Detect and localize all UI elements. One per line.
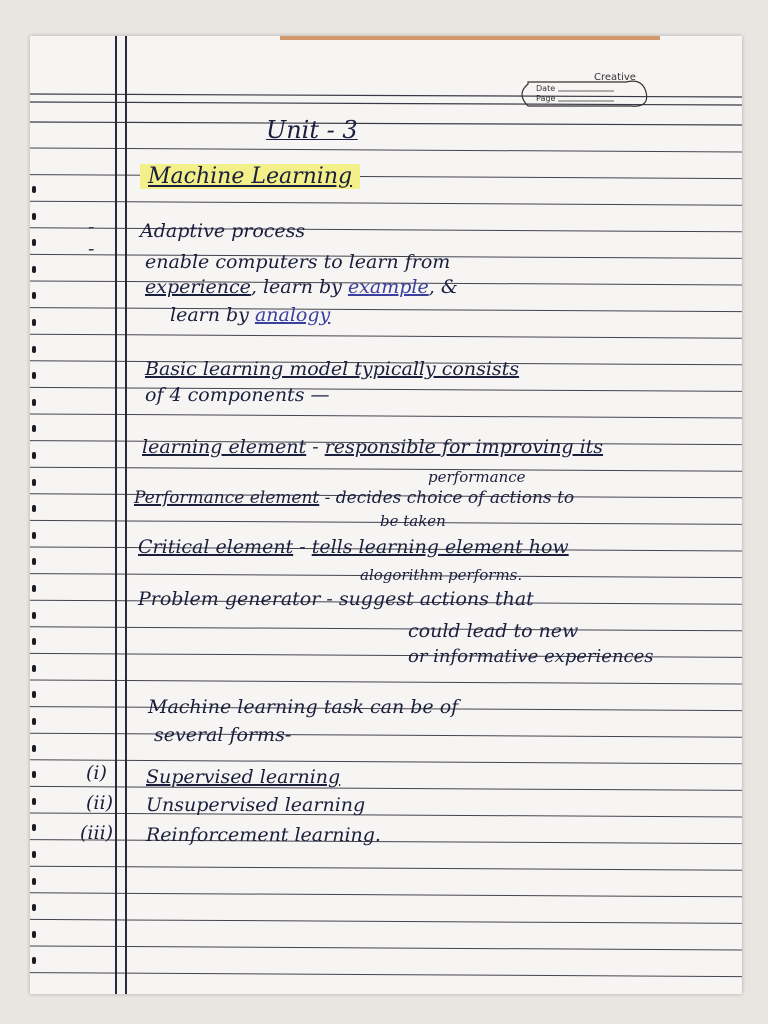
- binding-hole: [32, 319, 36, 326]
- binding-hole: [32, 399, 36, 406]
- component-sep: -: [320, 588, 339, 610]
- component-sep: -: [319, 488, 336, 508]
- margin-line-right: [125, 36, 127, 994]
- component-name: Critical element: [138, 536, 294, 558]
- model-line-1: Basic learning model typically consists: [145, 358, 520, 380]
- model-line-2: of 4 components —: [145, 384, 330, 406]
- task-num-3: (iii): [80, 822, 114, 844]
- binding-hole: [32, 612, 36, 619]
- word-example: example: [347, 276, 429, 298]
- binding-hole: [32, 532, 36, 539]
- rule-line: [30, 973, 742, 977]
- rule-line: [30, 387, 742, 391]
- rule-line: [30, 893, 742, 897]
- page-title: Unit - 3: [266, 116, 358, 144]
- note-line-analogy: [170, 304, 330, 326]
- binding-hole: [32, 691, 36, 698]
- component-learning-element: [142, 436, 603, 458]
- binding-hole: [32, 585, 36, 592]
- rule-line: [30, 760, 742, 764]
- margin-line-left: [115, 36, 117, 994]
- tasks-line-2: several forms-: [154, 724, 292, 746]
- binding-hole: [32, 851, 36, 858]
- task-unsupervised: Unsupervised learning: [146, 794, 366, 816]
- rule-line: [30, 733, 742, 737]
- rule-line: [30, 414, 742, 418]
- component-desc: responsible for improving its: [324, 436, 604, 458]
- note-line-experience: [145, 276, 458, 298]
- binding-hole: [32, 292, 36, 299]
- component-performance-desc-2: be taken: [380, 512, 446, 530]
- stamp-brand: Creative: [594, 72, 636, 83]
- component-desc: tells learning element how: [311, 536, 569, 558]
- word-analogy: analogy: [254, 304, 331, 326]
- task-supervised: Supervised learning: [146, 766, 341, 788]
- rule-line: [30, 840, 742, 844]
- binding-hole: [32, 878, 36, 885]
- binding-hole: [32, 771, 36, 778]
- rule-line: [30, 228, 742, 232]
- binding-hole: [32, 798, 36, 805]
- word-experience: experience: [145, 276, 251, 298]
- text-learn-by: , learn by: [250, 276, 348, 298]
- binding-hole: [32, 558, 36, 565]
- binding-hole: [32, 186, 36, 193]
- rule-line: [30, 201, 742, 205]
- rule-line: [30, 946, 742, 950]
- binding-hole: [32, 372, 36, 379]
- binding-hole: [32, 718, 36, 725]
- binding-hole: [32, 665, 36, 672]
- binding-hole: [32, 745, 36, 752]
- rule-line: [30, 786, 742, 790]
- binding-hole: [32, 904, 36, 911]
- component-sep: -: [306, 436, 325, 458]
- notebook-page: [30, 36, 742, 994]
- component-problem-generator: [138, 588, 534, 610]
- binding-hole: [32, 505, 36, 512]
- rule-line: [30, 467, 742, 471]
- binding-hole: [32, 452, 36, 459]
- binding-hole: [32, 213, 36, 220]
- component-problem-desc-2: could lead to new: [408, 620, 579, 642]
- rule-line: [30, 334, 742, 338]
- stamp-date-label: Date: [536, 84, 556, 93]
- rule-line: [30, 175, 742, 179]
- component-critical-element: [138, 536, 569, 558]
- note-line-adaptive: Adaptive process: [140, 220, 306, 242]
- binding-hole: [32, 931, 36, 938]
- component-desc: decides choice of actions to: [335, 488, 575, 508]
- task-num-2: (ii): [86, 792, 113, 814]
- rule-line: [30, 148, 742, 152]
- rule-line: [30, 308, 742, 312]
- binding-hole: [32, 239, 36, 246]
- rule-line: [30, 680, 742, 684]
- binding-holes: [32, 36, 40, 994]
- text-and: , &: [428, 276, 458, 298]
- component-name: Performance element: [134, 488, 320, 508]
- date-page-stamp: [514, 72, 654, 114]
- tasks-line-1: Machine learning task can be of: [148, 696, 459, 718]
- task-reinforcement: Reinforcement learning.: [146, 824, 381, 846]
- component-problem-desc-3: or informative experiences: [408, 646, 654, 667]
- component-desc: suggest actions that: [338, 588, 534, 610]
- binding-hole: [32, 266, 36, 273]
- component-performance-element: [134, 488, 574, 508]
- rule-line: [30, 919, 742, 923]
- rule-line: [30, 122, 742, 125]
- component-learning-desc-2: performance: [428, 468, 526, 486]
- binding-hole: [32, 346, 36, 353]
- binding-hole: [32, 824, 36, 831]
- component-critical-desc-2: alogorithm performs.: [360, 566, 523, 584]
- text-learn-by-2: learn by: [170, 304, 255, 326]
- component-name: Problem generator: [138, 588, 321, 610]
- topic-heading: [140, 164, 360, 189]
- binding-hole: [32, 425, 36, 432]
- rule-line: [30, 813, 742, 817]
- topic-highlight: Machine Learning: [140, 164, 360, 189]
- binding-hole: [32, 957, 36, 964]
- task-num-1: (i): [86, 762, 107, 784]
- component-sep: -: [293, 536, 312, 558]
- binding-hole: [32, 479, 36, 486]
- component-name: learning element: [142, 436, 307, 458]
- bullet-dash-1: -: [88, 216, 95, 238]
- bullet-dash-2: -: [88, 238, 95, 260]
- rule-line: [30, 866, 742, 870]
- stamp-page-label: Page: [536, 94, 556, 103]
- rule-line: [30, 627, 742, 631]
- note-line-enable: enable computers to learn from: [145, 251, 451, 273]
- binding-hole: [32, 638, 36, 645]
